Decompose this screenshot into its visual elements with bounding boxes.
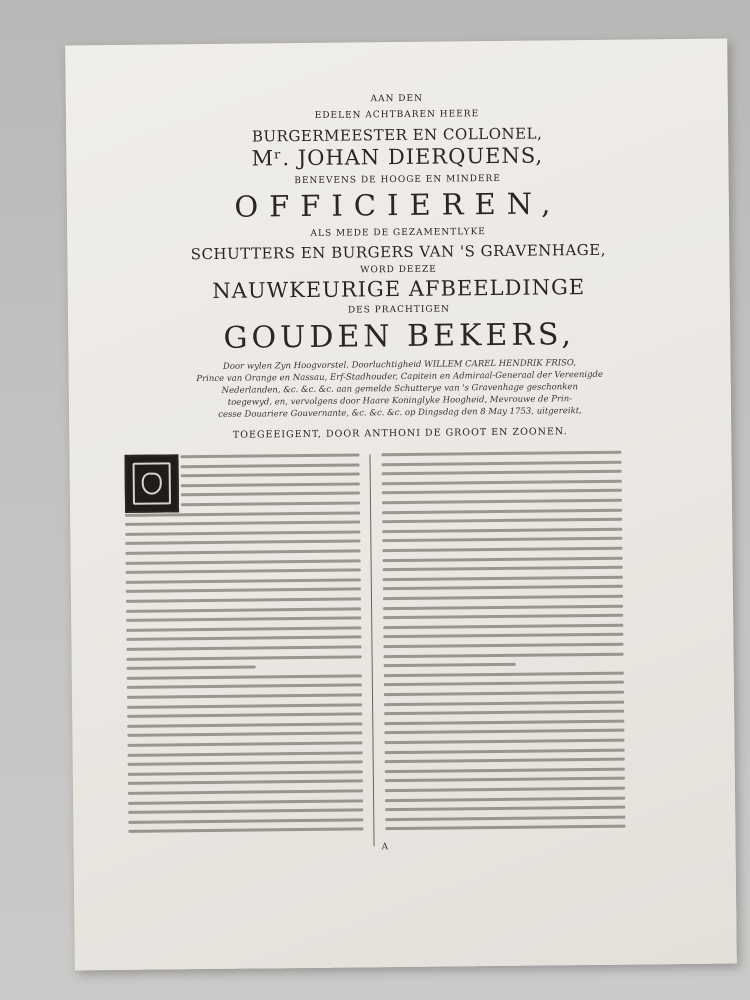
header-line-1: AAN DEN (370, 93, 424, 105)
body-text-line (127, 713, 362, 718)
header-line-7: ALS MEDE DE GEZAMENTLYKE (310, 227, 486, 239)
body-text-line (384, 681, 624, 687)
body-text-line (127, 741, 362, 746)
dedication-line-2: Prince van Orange en Nassau, Erf-Stadhouder, Capitein en Admiraal-Generaal der Vereenigde (196, 369, 604, 385)
body-text-line (126, 559, 361, 564)
header-line-name: Mʳ. JOHAN DIERQUENS, (251, 143, 544, 171)
body-text-line (128, 770, 363, 775)
body-text-line (128, 789, 363, 794)
body-text-line (382, 508, 622, 514)
header-line-5: BENEVENS DE HOOGE EN MINDERE (294, 173, 501, 187)
body-text-line (125, 521, 360, 526)
body-text-line (385, 777, 625, 783)
body-text-line (383, 556, 623, 562)
body-text-line (180, 453, 359, 458)
body-text-line (383, 604, 623, 610)
body-text-line (125, 530, 360, 535)
dedication-line-1: Door wylen Zyn Hoogvorstel. Doorluchtigheid WILLEM CAREL HENDRIK FRISO, (222, 358, 577, 372)
credit-line: TOEGEEIGENT, DOOR ANTHONI DE GROOT EN ZOONEN. (232, 426, 568, 441)
body-text-line (126, 578, 361, 583)
header-line-8: SCHUTTERS EN BURGERS VAN 'S GRAVENHAGE, (190, 240, 607, 264)
dedication-line-4: toegewyd, en, vervolgens door Haare Koninglyke Hoogheid, Mevrouwe de Prin- (227, 394, 573, 408)
body-text-line (127, 703, 362, 708)
body-text-line (384, 719, 624, 725)
body-text-line (382, 479, 622, 485)
body-text-line (384, 691, 624, 697)
body-text-line (383, 633, 623, 639)
body-text-line (126, 626, 361, 631)
body-text-line (126, 645, 361, 650)
body-text-line (126, 636, 361, 641)
header-line-3: BURGERMEESTER EN COLLONEL, (251, 124, 543, 146)
body-text-line (181, 463, 360, 468)
body-text-line (382, 460, 622, 466)
body-text-line (128, 761, 363, 766)
body-text-line (127, 732, 362, 737)
body-text-line (385, 748, 625, 754)
body-text-line (385, 758, 625, 764)
body-text-line (385, 796, 625, 802)
body-text-line (383, 643, 623, 649)
printed-broadside-sheet (65, 39, 737, 971)
body-text-line (127, 666, 256, 670)
body-text-line (385, 787, 625, 793)
dedication-line-3: Nederlanden, &c. &c. &c. aan gemelde Schutterye van 's Gravenhage geschonken (221, 382, 578, 396)
body-text-line (127, 693, 362, 698)
body-text-line (181, 482, 360, 487)
body-text-line (125, 540, 360, 545)
body-text-line (128, 780, 363, 785)
body-text-line (126, 607, 361, 612)
body-text-line (126, 588, 361, 593)
header-line-title: GOUDEN BEKERS, (223, 317, 576, 356)
body-text-line (128, 799, 363, 804)
body-text-line (385, 806, 625, 812)
body-column-right (381, 448, 625, 842)
body-column-left (124, 450, 363, 840)
body-text-line (125, 549, 360, 554)
body-text-line (384, 729, 624, 735)
body-text-line (383, 585, 623, 591)
body-text-line (383, 623, 623, 629)
body-text-line (384, 710, 624, 716)
header-line-11: DES PRACHTIGEN (347, 304, 451, 316)
body-text-line (384, 671, 624, 677)
body-text-line (128, 818, 363, 823)
body-text-line (127, 684, 362, 689)
body-text-line (384, 663, 516, 667)
body-text-line (385, 815, 625, 821)
body-text-line (385, 767, 625, 773)
header-line-10: NAUWKEURIGE AFBEELDINGE (212, 275, 586, 303)
body-text-line (125, 511, 360, 516)
column-divider (369, 454, 374, 846)
body-text-line (383, 614, 623, 620)
body-text-line (128, 828, 363, 833)
body-text-line (384, 739, 624, 745)
body-text-line (382, 489, 622, 495)
body-text-line (181, 473, 360, 478)
body-text-line (126, 569, 361, 574)
header-line-2: EDELEN ACHTBAREN HEERE (314, 109, 480, 121)
body-text-line (128, 751, 363, 756)
body-text-line (381, 451, 621, 457)
body-text-line (382, 527, 622, 533)
body-text-line (127, 655, 362, 660)
dedication-line-5: cesse Douariere Gouvernante, &c. &c. &c. op Dingsdag den 8 May 1753, uitgereikt, (218, 406, 582, 420)
body-text-line (127, 722, 362, 727)
body-text-line (382, 537, 622, 543)
body-text-line (383, 575, 623, 581)
body-text-line (181, 501, 360, 506)
page-signature: A (381, 842, 389, 853)
header-line-9: WORD DEEZE (360, 264, 437, 276)
body-text-line (127, 674, 362, 679)
body-text-line (383, 595, 623, 601)
body-text-line (126, 617, 361, 622)
body-text-line (126, 597, 361, 602)
body-text-line (382, 499, 622, 505)
body-text-line (128, 809, 363, 814)
body-text-line (385, 825, 625, 831)
body-text-line (383, 566, 623, 572)
body-text-line (384, 700, 624, 706)
header-line-officieren: OFFICIEREN, (234, 186, 562, 224)
body-text-line (384, 652, 624, 658)
body-text-line (382, 470, 622, 476)
body-text-line (382, 547, 622, 553)
body-text-line (382, 518, 622, 524)
body-text-line (181, 492, 360, 497)
